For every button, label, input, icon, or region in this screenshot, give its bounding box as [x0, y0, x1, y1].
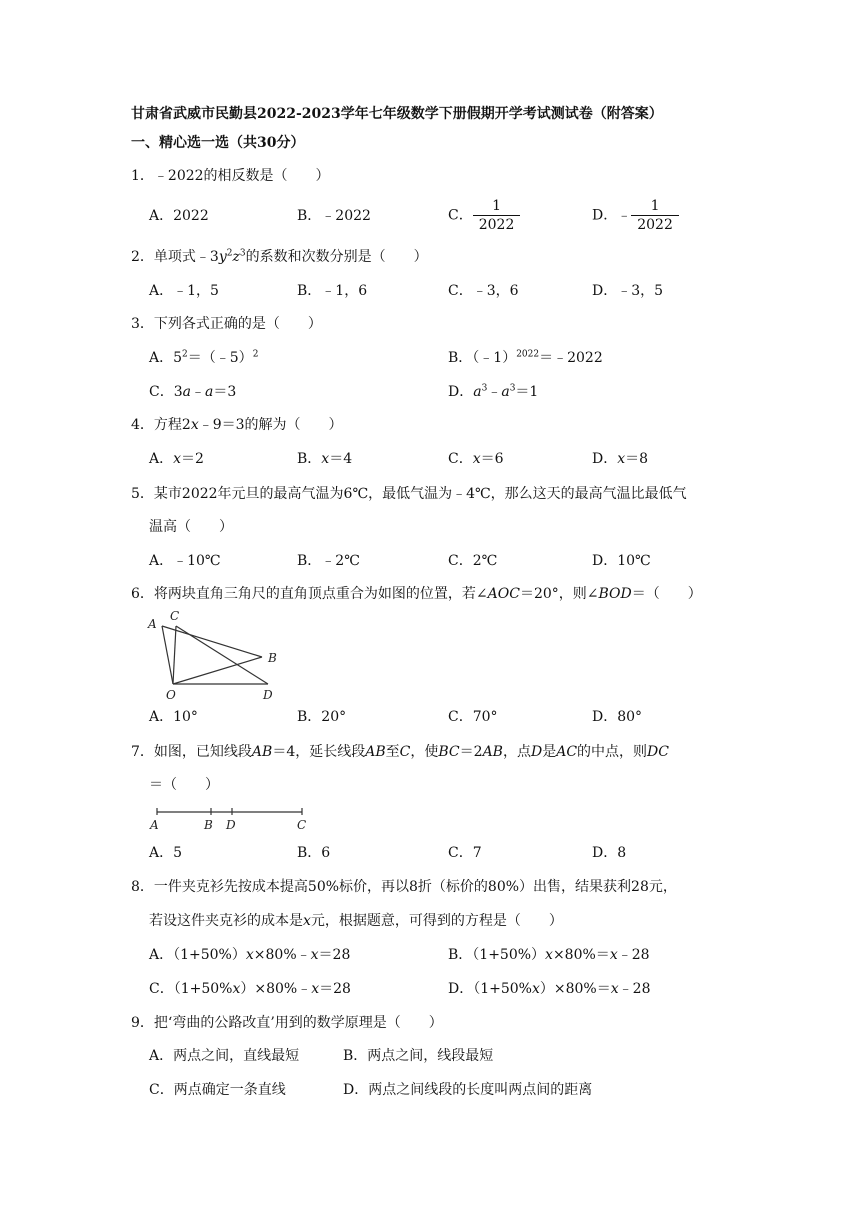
q1-d-numerator: 1	[650, 198, 660, 214]
q1-option-a: A．2022	[149, 208, 209, 224]
q8-a-x1: x	[245, 947, 254, 963]
q8-c-x2: x	[311, 981, 320, 997]
section-heading: 一、精心选一选（共30分）	[131, 135, 305, 151]
q9-stem: 9．把‘弯曲的公路改直’用到的数学原理是（ ）	[131, 1015, 443, 1031]
q3-c-pre: C．3	[149, 384, 183, 400]
q3-option-b	[448, 348, 603, 368]
q7-s-b: 至	[385, 744, 400, 760]
q2-var-z: z	[232, 249, 240, 265]
q3-d-exp1: 3	[481, 383, 488, 394]
q1-c-denominator: 2022	[473, 215, 521, 234]
q8-s-pre: 若设这件夹克衫的成本是	[149, 913, 303, 929]
q4-b-var: x	[321, 451, 330, 467]
q4-stem	[131, 415, 343, 435]
q8-a-x2: x	[310, 947, 319, 963]
q1-stem: 1．﹣2022的相反数是（ ）	[131, 168, 330, 184]
label-c: C	[170, 609, 180, 623]
q2-var-y: y	[218, 249, 227, 265]
q5-stem-line1: 5．某市2022年元旦的最高气温为6℃，最低气温为﹣4℃，那么这天的最高气温比最低气	[131, 486, 687, 502]
q8-option-a	[149, 945, 350, 965]
q8-c-mid: ）×80%﹣	[240, 981, 312, 997]
q6-option-a: A．10°	[149, 709, 198, 725]
q8-a-pre: A．（1+50%）	[149, 947, 246, 963]
label-a: A	[150, 818, 159, 832]
q7-option-d: D．8	[592, 845, 627, 861]
q8-a-post: ＝28	[318, 947, 351, 963]
q2-option-b: B．﹣1，6	[297, 283, 368, 299]
q7-var-ab1: AB	[251, 744, 273, 760]
exam-title: 甘肃省武威市民勤县2022-2023学年七年级数学下册假期开学考试测试卷（附答案）	[131, 106, 663, 122]
label-a: A	[148, 617, 157, 631]
q7-var-ac: AC	[556, 744, 578, 760]
q8-stem-line2	[149, 911, 563, 931]
q4-b-pre: B．	[297, 451, 322, 467]
q7-var-c: C	[399, 744, 411, 760]
q6-stem	[131, 584, 702, 604]
q5-stem-line2: 温高（ ）	[149, 519, 233, 535]
q8-d-x2: x	[610, 981, 619, 997]
q4-a-pre: A．	[149, 451, 174, 467]
q4-option-d	[592, 449, 648, 469]
q1-option-d-fraction	[631, 197, 679, 234]
q4-c-pre: C．	[448, 451, 473, 467]
q3-d-exp2: 3	[509, 383, 516, 394]
q8-b-x1: x	[545, 947, 553, 963]
q4-c-val: ＝6	[480, 451, 504, 467]
q3-option-d	[448, 382, 538, 402]
q8-b-post: ﹣28	[617, 947, 650, 963]
q3-c-var2: a	[204, 384, 214, 400]
q6-option-c: C．70°	[448, 709, 498, 725]
line-c-o	[173, 626, 176, 684]
q3-stem: 3．下列各式正确的是（ ）	[131, 316, 322, 332]
q7-var-d: D	[530, 744, 543, 760]
label-o: O	[166, 688, 176, 702]
q8-stem-line1: 8．一件夹克衫先按成本提高50%标价，再以8折（标价的80%）出售，结果获利28元，	[131, 879, 677, 895]
q8-option-b	[448, 945, 650, 965]
q7-s-g: 是	[542, 744, 557, 760]
q5-option-d: D．10℃	[592, 553, 651, 569]
q4-a-var: x	[173, 451, 182, 467]
q8-b-pre: B．（1+50%）	[448, 947, 546, 963]
q2-exp-z: 3	[239, 248, 246, 259]
q8-d-pre: D．（1+50%	[448, 981, 532, 997]
q4-d-val: ＝8	[625, 451, 649, 467]
q1-option-d-label: D．﹣	[592, 207, 632, 224]
q6-angle-aoc: AOC	[487, 586, 520, 602]
q4-stem-post: ﹣9＝3的解为（ ）	[198, 417, 343, 433]
label-b: B	[268, 651, 277, 665]
q7-s-d: ，使	[410, 744, 439, 760]
q3-d-var1: a	[473, 384, 482, 400]
q7-var-bc: BC	[438, 744, 460, 760]
line-o-b	[173, 657, 262, 684]
q9-option-a: A．两点之间，直线最短	[149, 1048, 300, 1064]
q3-option-a	[149, 348, 258, 368]
q7-s-pre: 7．如图，已知线段	[131, 744, 252, 760]
line-a-b	[162, 626, 262, 657]
q5-option-a: A．﹣10℃	[149, 553, 221, 569]
q1-d-denominator: 2022	[631, 215, 679, 234]
q2-stem	[131, 247, 428, 267]
q7-s-h: 的中点，则	[577, 744, 648, 760]
q3-a-exp2: 2	[252, 349, 259, 360]
q3-a-mid: ＝（﹣5）	[187, 350, 253, 366]
q9-option-d: D．两点之间线段的长度叫两点间的距离	[343, 1082, 593, 1098]
q4-a-val: ＝2	[181, 451, 204, 467]
q5-option-b: B．﹣2℃	[297, 553, 360, 569]
q2-exp-y: 2	[226, 248, 233, 259]
q7-stem-line2: ＝（ ）	[149, 777, 219, 793]
q4-option-a	[149, 449, 204, 469]
line-a-o	[162, 626, 173, 684]
q3-c-mid: ﹣	[190, 384, 205, 400]
q3-a-pre: A．5	[149, 350, 183, 366]
q1-option-b: B．﹣2022	[297, 208, 371, 224]
q8-option-d	[448, 979, 650, 999]
q4-d-var: x	[617, 451, 626, 467]
q8-var-x: x	[303, 913, 311, 929]
q3-c-var1: a	[182, 384, 191, 400]
q7-var-ab2: AB	[365, 744, 386, 760]
q8-d-mid: ）×80%＝	[539, 981, 611, 997]
q6-angle-bod: BOD	[598, 586, 632, 602]
q9-option-b: B．两点之间，线段最短	[343, 1048, 494, 1064]
q7-s-e: ＝2	[459, 744, 483, 760]
q7-option-b: B．6	[297, 845, 331, 861]
label-d: D	[226, 818, 236, 832]
label-b: B	[204, 818, 213, 832]
q4-b-val: ＝4	[329, 451, 353, 467]
q8-c-pre: C．（1+50%	[149, 981, 233, 997]
q2-option-c: C．﹣3，6	[448, 283, 519, 299]
q8-b-mid: ×80%＝	[552, 947, 610, 963]
q8-c-post: ＝28	[319, 981, 351, 997]
q7-var-ab3: AB	[482, 744, 503, 760]
q1-option-c-fraction	[473, 197, 521, 234]
q3-d-var2: a	[501, 384, 510, 400]
q7-option-c: C．7	[448, 845, 482, 861]
q1-c-numerator: 1	[492, 198, 501, 214]
q8-b-x2: x	[609, 947, 618, 963]
q3-d-post: ＝1	[515, 384, 539, 400]
q7-segment-figure	[146, 803, 316, 835]
q8-s-post: 元，根据题意，可得到的方程是（ ）	[310, 913, 563, 929]
q7-s-f: ，点	[502, 744, 531, 760]
q6-triangle-figure	[142, 606, 292, 706]
label-c: C	[297, 818, 307, 832]
q8-a-mid: ×80%﹣	[253, 947, 311, 963]
q4-d-pre: D．	[592, 451, 618, 467]
q1-option-c	[448, 197, 520, 234]
q3-b-pre: B．（﹣1）	[448, 350, 517, 366]
q6-stem-pre: 6．将两块直角三角尺的直角顶点重合为如图的位置，若∠	[131, 586, 488, 602]
q1-option-d	[592, 197, 679, 234]
q8-d-x1: x	[531, 981, 540, 997]
label-d: D	[263, 688, 273, 702]
q3-a-exp1: 2	[182, 349, 188, 360]
q6-option-b: B．20°	[297, 709, 347, 725]
q2-option-a: A．﹣1，5	[149, 283, 219, 299]
q3-b-exp: 2022	[516, 349, 540, 360]
q7-s-a: ＝4，延长线段	[272, 744, 366, 760]
q8-c-x1: x	[232, 981, 241, 997]
q3-b-post: ＝﹣2022	[539, 350, 603, 366]
q3-c-post: ＝3	[213, 384, 237, 400]
q8-option-c	[149, 979, 351, 999]
q3-option-c	[149, 382, 236, 402]
q6-stem-mid: ＝20°，则∠	[519, 586, 599, 602]
q4-stem-pre: 4．方程2	[131, 417, 191, 433]
q5-option-c: C．2℃	[448, 553, 498, 569]
q9-option-c: C．两点确定一条直线	[149, 1082, 286, 1098]
q6-stem-post: ＝（ ）	[631, 586, 702, 602]
q1-option-c-label: C．	[448, 207, 473, 224]
q2-stem-post: 的系数和次数分别是（ ）	[245, 249, 428, 265]
q4-option-c	[448, 449, 504, 469]
q7-var-dc: DC	[647, 744, 669, 760]
q6-option-d: D．80°	[592, 709, 643, 725]
q8-d-post: ﹣28	[618, 981, 651, 997]
q3-d-mid: ﹣	[487, 384, 502, 400]
q2-option-d: D．﹣3，5	[592, 283, 664, 299]
q7-stem-line1	[131, 742, 669, 762]
q3-d-pre: D．	[448, 384, 474, 400]
q4-option-b	[297, 449, 352, 469]
q7-option-a: A．5	[149, 845, 183, 861]
q4-c-var: x	[472, 451, 481, 467]
q4-var-x: x	[190, 417, 199, 433]
q2-stem-pre: 2．单项式﹣3	[131, 249, 219, 265]
